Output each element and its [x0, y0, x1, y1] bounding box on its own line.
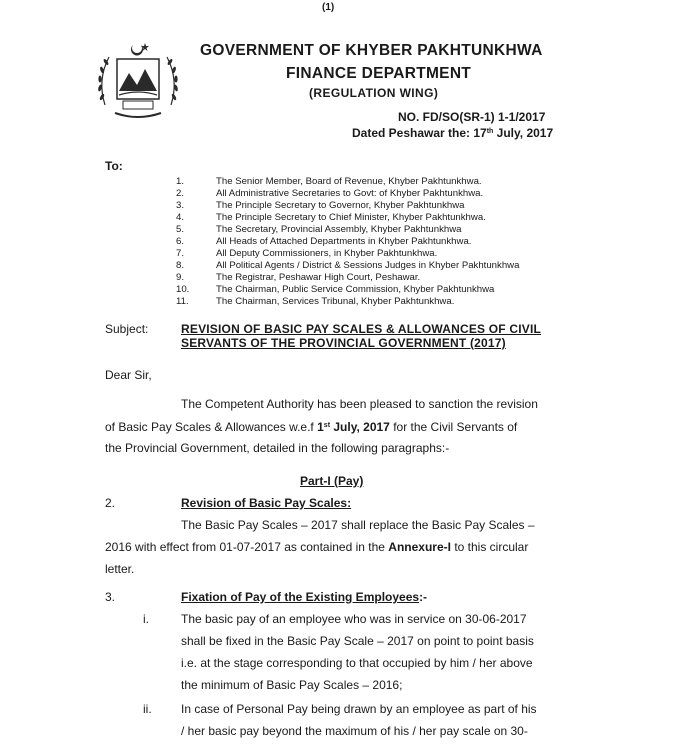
recipient-item [176, 260, 519, 272]
recipient-text: The Principle Secretary to Governor, Khyber Pakhtunkhwa [216, 200, 465, 211]
recipient-text: The Secretary, Provincial Assembly, Khyber Pakhtunkhwa [216, 224, 462, 235]
para-3-i-line-1: The basic pay of an employee who was in service on 30-06-2017 [181, 612, 527, 626]
recipient-number: 10. [176, 284, 190, 295]
recipient-item [176, 188, 483, 200]
intro-line-1: The Competent Authority has been pleased to sanction the revision [181, 397, 538, 411]
para-3-i-number: i. [143, 612, 149, 626]
recipient-item [176, 212, 486, 224]
para-3-heading: Fixation of Pay of the Existing Employees:- [181, 590, 428, 604]
recipient-item [176, 236, 471, 248]
para-3-number: 3. [105, 590, 116, 604]
header-wing: (REGULATION WING) [309, 86, 439, 100]
header-government: GOVERNMENT OF KHYBER PAKHTUNKHWA [200, 42, 543, 59]
recipient-number: 9. [176, 272, 185, 283]
salutation: Dear Sir, [105, 368, 152, 382]
para-2-line-1: The Basic Pay Scales – 2017 shall replace the Basic Pay Scales – [181, 518, 535, 532]
reference-number: NO. FD/SO(SR-1) 1-1/2017 [398, 110, 546, 124]
part-1-heading: Part-I (Pay) [300, 474, 364, 488]
government-seal-icon [93, 35, 183, 125]
para-2-line-3: letter. [105, 562, 135, 576]
para-2-heading: Revision of Basic Pay Scales: [181, 496, 352, 510]
to-label: To: [105, 159, 123, 173]
recipient-item [176, 224, 461, 236]
recipient-item [176, 296, 454, 308]
para-2-number: 2. [105, 496, 116, 510]
para-3-ii-number: ii. [143, 702, 152, 716]
recipient-number: 5. [176, 224, 185, 235]
intro-line-2: of Basic Pay Scales & Allowances w.e.f 1st July, 2017 for the Civil Servants of [105, 420, 518, 434]
dated-line: Dated Peshawar the: 17th July, 2017 [352, 126, 554, 140]
recipient-text: The Senior Member, Board of Revenue, Khyber Pakhtunkhwa. [216, 176, 482, 187]
recipient-item [176, 272, 420, 284]
subject-label: Subject: [105, 322, 149, 336]
recipient-text: All Administrative Secretaries to Govt: of Khyber Pakhtunkhwa. [216, 188, 484, 199]
para-3-i-line-4: the minimum of Basic Pay Scales – 2016; [181, 678, 403, 692]
recipient-text: All Heads of Attached Departments in Khyber Pakhtunkhwa. [216, 236, 472, 247]
para-3-i-line-2: shall be fixed in the Basic Pay Scale – 2017 on point to point basis [181, 634, 534, 648]
recipient-number: 8. [176, 260, 185, 271]
recipient-number: 11. [176, 296, 189, 307]
recipient-text: The Chairman, Public Service Commission, Khyber Pakhtunkhwa [216, 284, 495, 295]
recipient-number: 1. [176, 176, 185, 187]
recipient-text: The Registrar, Peshawar High Court, Peshawar. [216, 272, 421, 283]
recipient-item [176, 284, 494, 296]
page-number: (1) [322, 2, 335, 13]
recipient-item [176, 248, 437, 260]
recipient-item [176, 176, 482, 188]
recipient-number: 3. [176, 200, 185, 211]
recipient-number: 2. [176, 188, 185, 199]
recipient-text: The Chairman, Services Tribunal, Khyber Pakhtunkhwa. [216, 296, 455, 307]
para-3-i-line-3: i.e. at the stage corresponding to that occupied by him / her above [181, 656, 533, 670]
recipient-number: 4. [176, 212, 185, 223]
recipient-number: 6. [176, 236, 185, 247]
intro-line-3: the Provincial Government, detailed in the following paragraphs:- [105, 441, 450, 455]
recipient-item [176, 200, 465, 212]
para-2-line-2: 2016 with effect from 01-07-2017 as contained in the Annexure-I to this circular [105, 540, 529, 554]
para-3-ii-line-2: / her basic pay beyond the maximum of his / her pay scale on 30- [181, 724, 528, 738]
header-department: FINANCE DEPARTMENT [286, 65, 472, 82]
recipient-number: 7. [176, 248, 185, 259]
recipient-text: All Political Agents / District & Sessions Judges in Khyber Pakhtunkhwa [216, 260, 520, 271]
recipient-text: All Deputy Commissioners, in Khyber Pakhtunkhwa. [216, 248, 438, 259]
para-3-ii-line-1: In case of Personal Pay being drawn by an employee as part of his [181, 702, 537, 716]
subject-text: REVISION OF BASIC PAY SCALES & ALLOWANCES OF CIVIL SERVANTS OF THE PROVINCIAL GOVERNMENT (2017) [181, 322, 542, 350]
recipient-text: The Principle Secretary to Chief Minister, Khyber Pakhtunkhwa. [216, 212, 486, 223]
